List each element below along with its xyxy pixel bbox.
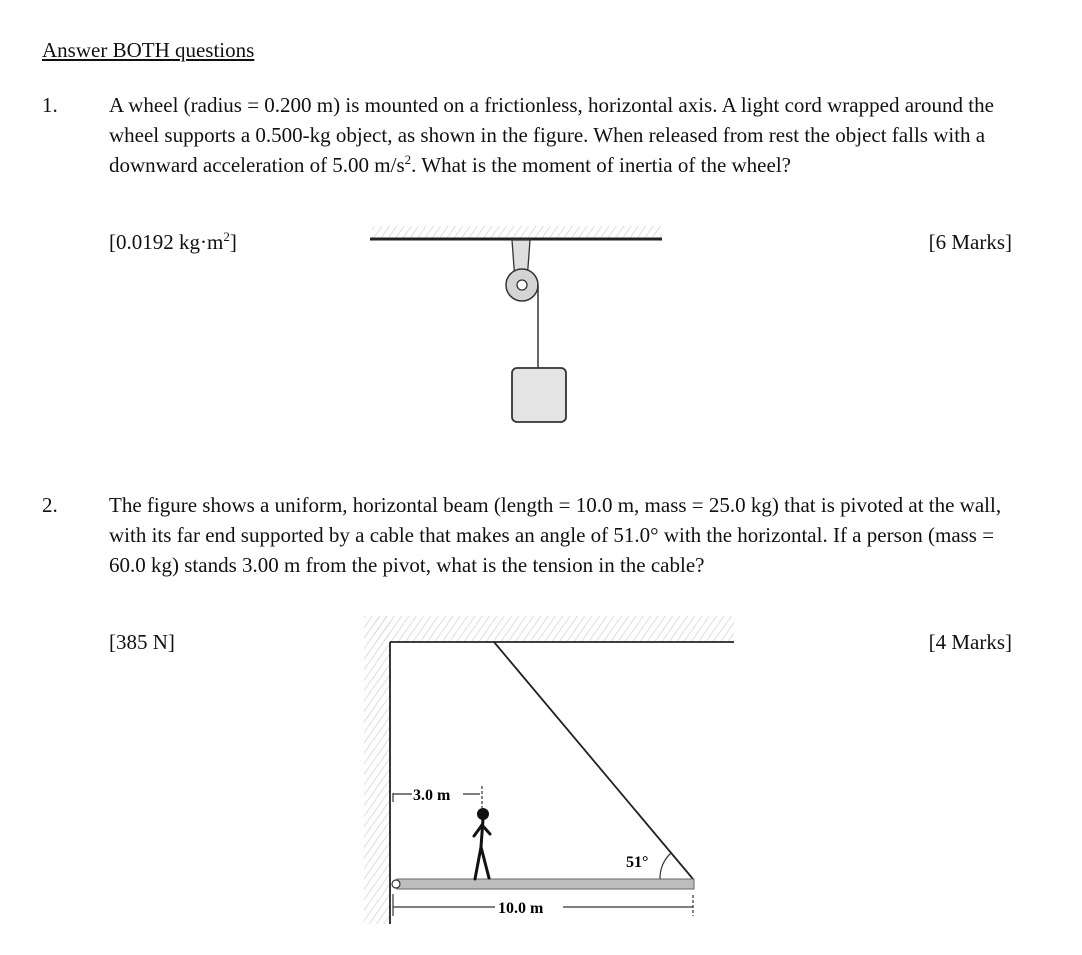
question-1-text (109, 90, 1029, 180)
person-distance-label: 3.0 m (413, 787, 451, 804)
ceiling-hatch (374, 616, 734, 642)
question-1-text-main: A wheel (radius = 0.200 m) is mounted on a frictionless, horizontal axis. A light cord wrapped around the wheel supports a 0.500-kg object, as shown in the figure. When released from rest the object falls with a downward acceleration of 5.00 m/s (109, 93, 994, 177)
question-1-number: 1. (42, 93, 58, 117)
hanging-block (512, 368, 566, 422)
question-1-answer-close: ] (229, 230, 237, 254)
angle-label: 51° (626, 854, 649, 871)
question-1-marks: [6 Marks] (928, 230, 1012, 254)
pivot-icon (392, 880, 400, 888)
question-1-answer-value: [0.0192 kg·m (109, 230, 224, 254)
beam-figure (360, 612, 740, 932)
question-2-answer: [385 N] (109, 630, 175, 654)
wheel-axle-icon (517, 280, 527, 290)
page-heading: Answer BOTH questions (42, 38, 255, 62)
question-2-number: 2. (42, 493, 58, 517)
pulley-figure (360, 215, 680, 430)
cable (494, 642, 693, 879)
question-2-text: The figure shows a uniform, horizontal beam (length = 10.0 m, mass = 25.0 kg) that is pivoted at the wall, with its far end supported by a cable that makes an angle of 51.0° with the horizontal. If a person (mass = 60.0 kg) stands 3.00 m from the pivot, what is the tension in the cable? (109, 493, 1002, 577)
question-1-answer (109, 230, 237, 255)
question-1-text-end: . What is the moment of inertia of the wheel? (411, 153, 791, 177)
beam-length-label: 10.0 m (498, 900, 544, 917)
question-1-text-superscript: 2 (404, 152, 412, 167)
ceiling-hatch (372, 226, 662, 238)
beam (397, 879, 694, 889)
question-2-marks: [4 Marks] (928, 630, 1012, 654)
person-icon (474, 810, 490, 880)
question-1-answer-superscript: 2 (223, 229, 230, 244)
angle-arc (660, 853, 671, 879)
wall-hatch (364, 616, 390, 924)
